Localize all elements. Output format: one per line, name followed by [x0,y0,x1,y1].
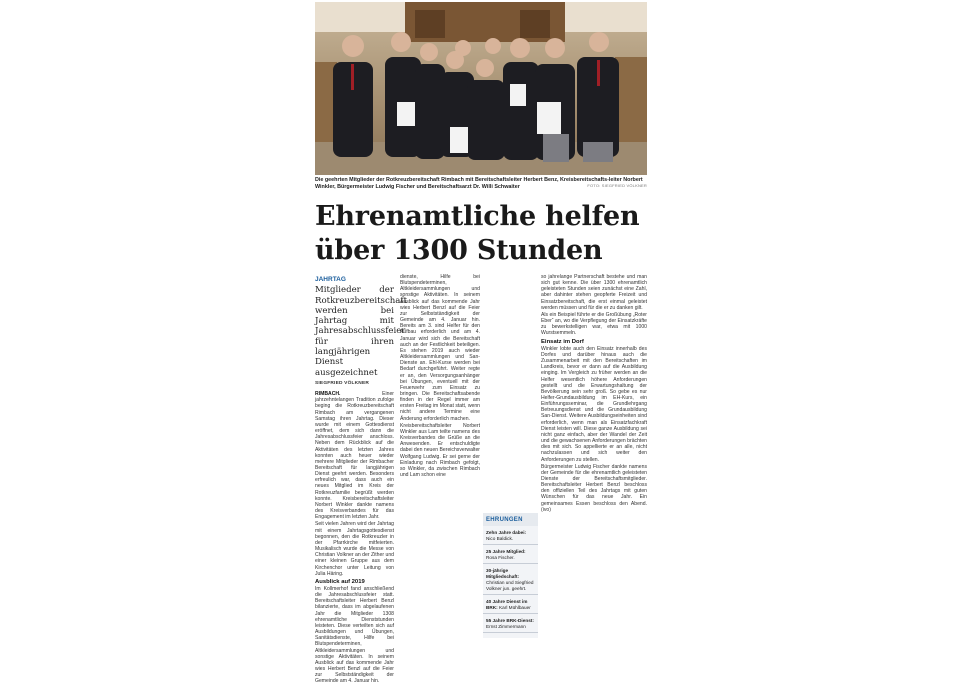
paragraph: Bürgermeister Ludwig Fischer dankte namens der Gemeinde für die ehrenamtlich geleisteten Dienste der Bereitschaftsmitglieder. Bereitschaftsleiter Herbert Benzl beschloss den offiziellen Teil des Jahrtags mit guten Wünschen für das neue Jahr. Ein gemeinsames Essen beschloss den Abend. (ivo) [541,463,647,513]
kicker-keyword: JAHRTAG [315,276,346,283]
honors-box [483,513,538,638]
headline-line-2: über 1300 Stunden [315,235,603,266]
honors-item-names: Nico Baldick. [486,536,514,541]
honors-item-label: 55 Jahre BRK-Dienst: [486,618,534,623]
honors-item-label: 25 Jahre Mitglied: [486,549,526,554]
paragraph: Als ein Beispiel führte er die Großübung „Roter Eber“ an, wo die Verpflegung der Einsatzkräfte zu bewerkstelligen war, etwa mit 1000 Wurstsemmeln. [541,311,647,337]
kicker-text: Mitglieder der Rotkreuzbereitschaft werden bei Jahrtag mit Jahresabschlussfeier für ihren langjährigen Dienst ausgezeichnet [315,285,408,378]
photo-credit: FOTO: SIEGFRIED VÖLKNER [587,183,647,188]
honors-item [483,526,538,545]
honors-item [483,595,538,614]
article-column-2 [400,274,480,638]
honors-item-label: 30-jährige Mitgliedschaft: [486,568,520,579]
subheading: Ausblick auf 2019 [315,578,365,585]
paragraph: dienste, Hilfe bei Blutspendeterminen, Altkleidersammlungen und sonstige Aktivitäten. In seinem Ausblick auf das kommende Jahr wies Herbert Benzl auf die Feier zur Selbstständigkeit der Gemeinde am 4. Januar hin. Bereits am 3. sind Helfer für den Aufbau erforderlich und am 4. Januar wird sich die Bereitschaft auch an der Festlichkeit beteiligen. Es stehen 2019 auch wieder Altkleidersammlungen und San-Dienste an. Ehl-Kurse werden bei Bedarf durchgeführt. Weiter regte er an, den Versorgungsanhänger bei Übungen, eventuell mit der Feuerwehr zum Einsatz zu bringen. Die Bereitschaftsabende finden in der Regel immer am ersten Freitag im Monat statt, wenn nicht andere Termine eine Änderung erforderlich machen. [400,274,480,422]
headline-line-1: Ehrenamtliche helfen [315,201,640,232]
group-photo [315,2,647,175]
paragraph: Im Kollmerhof fand anschließend die Jahresabschlussfeier statt. Bereitschaftsleiter Herbert Benzl bilanzierte, dass im abgelaufenen Jahr die Mitglieder 1308 ehrenamtliche Dienststunden leisteten. Diese verteilten sich auf Ausbildungen und Übungen, Sanitätsdienste, Hilfe bei Blutspendeterminen, Altkleidersammlungen und sonstige Aktivitäten. In seinem Ausblick auf das kommende Jahr wies Herbert Benzl auf die Feier zur Selbstständigkeit der Gemeinde am 4. Januar hin. [315,585,394,684]
newspaper-clipping [312,2,650,684]
photo-caption-text: Die geehrten Mitglieder der Rotkreuzbereitschaft Rimbach mit Bereitschaftsleiter Herbert Benz, Kreisbereitschafts-leiter Norbert Winkler, Bürgermeister Ludwig Fischer und Bereitschaftsarzt Dr. Willi Schwaiter [315,177,643,190]
subheading: Einsatz im Dorf [541,338,584,345]
article-column-3 [541,274,647,638]
honors-item [483,614,538,633]
paragraph [315,391,394,520]
author: SIEGFRIED VÖLKNER [315,380,370,386]
honors-item-label: Zehn Jahre dabei: [486,530,527,535]
honors-item-names: Karl Mühlbauer [499,605,531,610]
headline [315,200,647,268]
honors-item [483,545,538,564]
paragraph: Winkler lobte auch den Einsatz innerhalb des Dorfes und darüber hinaus auch die Zusammenarbeit mit den Bereitschaften im Landkreis, bevor er dann auf die Ausbildung einging. Im Vergleich zu früher werden an die Helfer wesentlich höhere Anforderungen gestellt und die Erwartungshaltung der Bevölkerung sein sehr groß. So gebe es nur Helfer-Grundausbildung im EH-Kurs, ein Einführungsseminar, die Grundlehrgang Betreuungsdienst und die Grundausbildung San-Dienst. Weitere Ausbildungseinheiten sind erforderlich, wenn man als Einsatzfachkraft Dienst leisten will. Diese ganze Ausbildung sei nicht ganz einfach, aber der Wandel der Zeit und die gewachsenen Anforderungen brächten dies mit sich. So appellierte er an alle, nicht nachzulassen und sich weiter den Anforderungen zu stellen. [541,345,647,463]
honors-item-names: Christian und Siegfried Volkner jun. geehrt. [486,580,534,591]
honors-item-names: Rosa Fischer. [486,555,515,560]
honors-item-label: 40 Jahre Dienst im BRK: [486,599,528,610]
honors-item-names: Ernst Zimmermann [486,624,526,629]
group-photo-illustration [315,2,647,175]
paragraph: Seit vielen Jahren wird der Jahrtag mit einem Jahrtagsgottesdienst begonnen, den die Rotkreuzler in der Pfarrkirche mitfeierten. Musikalisch wurde die Messe von Christian Volkner an der Zither und einer kleinen Gruppe aus dem Kirchenchor unter Leitung von Julia Häring. [315,521,394,577]
paragraph: so jahrelange Partnerschaft bestehe und man sich gut kenne. Die über 1300 ehrenamtlich geleisteten Stunden seien zunächst eine Zahl, aber dahinter stehen geopferte Freizeit und Einsatzbereitschaft, die erst einmal geleistet werden müssen und für die er zu danken gilt. [541,274,647,311]
honors-title: EHRUNGEN [483,513,538,526]
article-column-1 [315,274,408,684]
kicker [315,274,408,378]
paragraph-text: Einer jahrzehntelangen Tradition zufolge beging die Rotkreuzbereitschaft Rimbach am vergangenen Samstag ihren Jahrtag. Dieser wurde mit einem Gottesdienst eröffnet, dem sich dann die Jahresabschlussfeier anschloss. Neben dem Rückblick auf die Aktivitäten des letzten Jahres konnten auch heuer wieder mehrere Mitglieder der Rimbacher Bereitschaft für langjährigen Dienst geehrt werden. Besonders erfreulich war, dass auch ein neues Mitglied im Kreis der Rotkreuzfamilie begrüßt werden konnte. Kreisbereitschaftsleiter Norbert Winkler dankte namens des Kreisverbandes für das Engagement im letzten Jahr. [315,391,394,521]
honors-item [483,564,538,595]
paragraph: Kreisbereitschaftsleiter Norbert Winkler aus Lam teilte namens des Kreisverbandes die Grüße an die Anwesenden. Er entschuldigte dabei den neuen Bereichsverwalter Wolfgang Ludwig. Er sei gerne der Einladung nach Rimbach gefolgt, so Winkler, da zwischen Rimbach und Lam schon eine [400,422,480,478]
dateline: RIMBACH. [315,391,341,398]
